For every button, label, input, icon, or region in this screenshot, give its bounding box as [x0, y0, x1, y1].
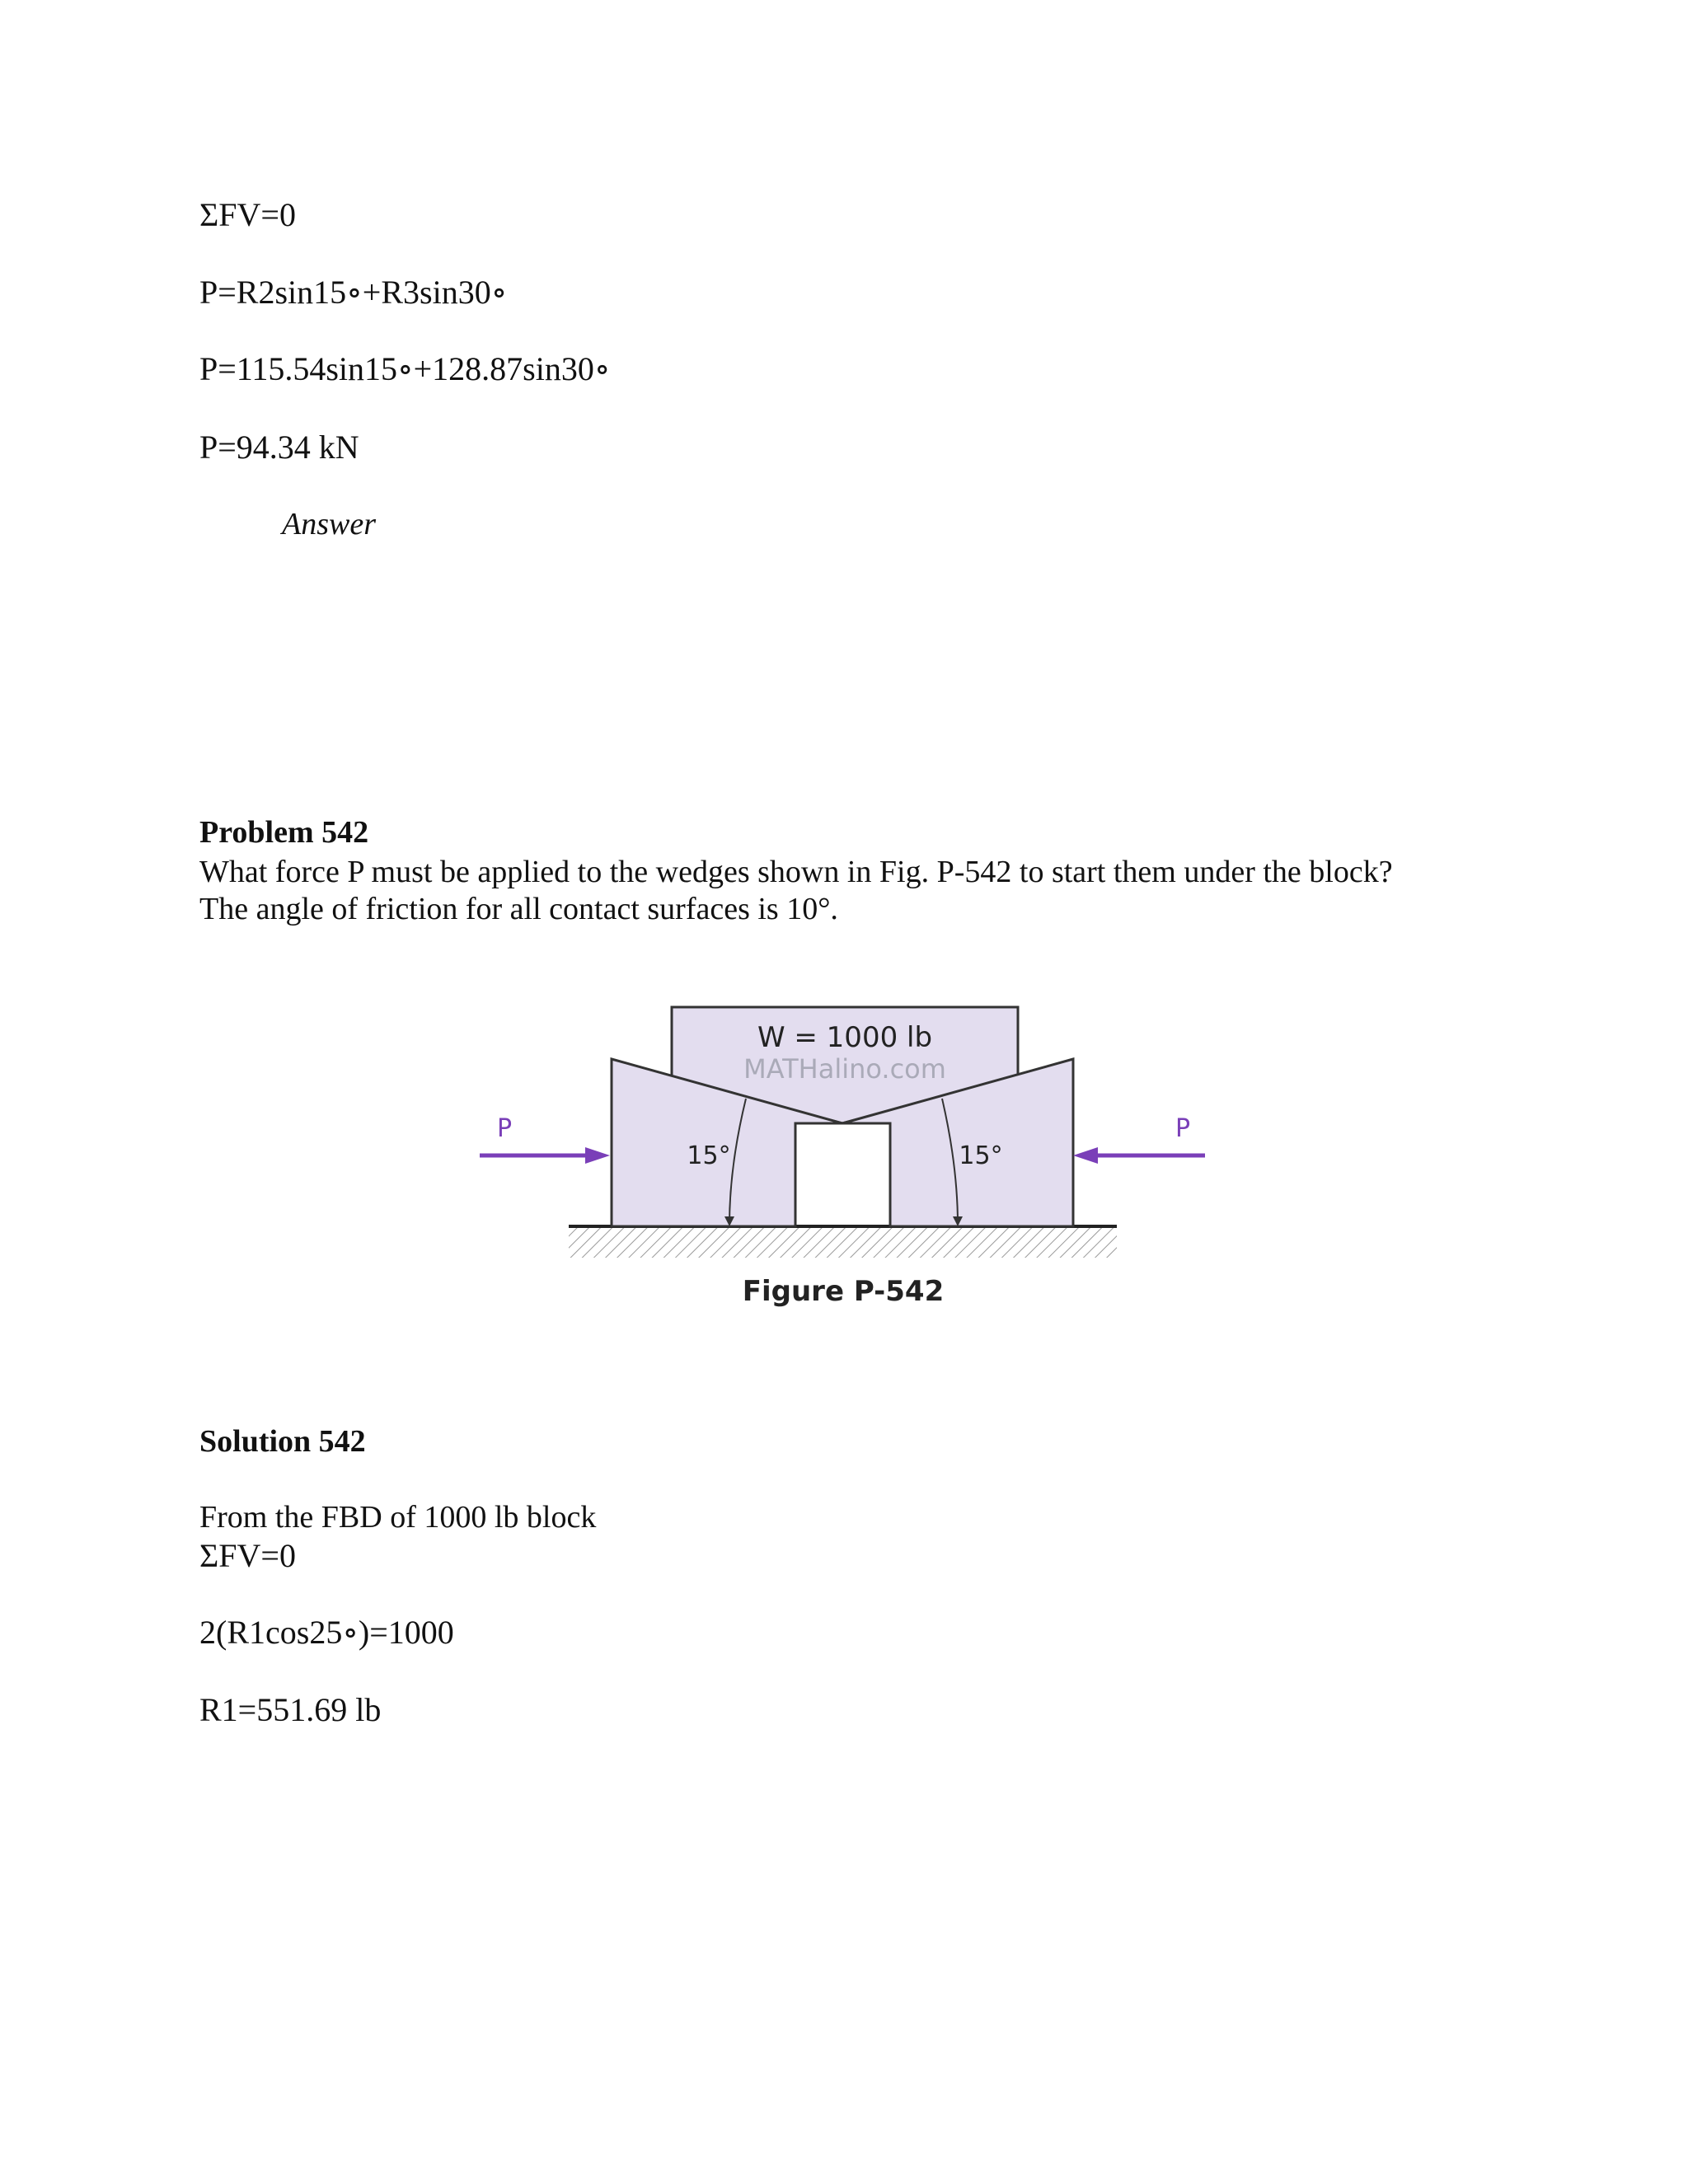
left-angle-label: 15°	[687, 1141, 731, 1170]
equation-p-substituted: P=115.54sin15∘+128.87sin30∘	[199, 350, 611, 387]
solution-equation-r1-result: R1=551.69 lb	[199, 1691, 382, 1728]
problem-title: Problem 542	[199, 815, 369, 850]
right-angle-label: 15°	[959, 1141, 1003, 1170]
solution-equation-r1-cos: 2(R1cos25∘)=1000	[199, 1614, 454, 1651]
ground-hatch	[569, 1226, 1117, 1258]
equation-sum-fv: ΣFV=0	[199, 196, 296, 233]
problem-text-line2: The angle of friction for all contact surfaces is 10°.	[199, 892, 838, 926]
answer-label: Answer	[282, 507, 376, 541]
solution-title: Solution 542	[199, 1424, 366, 1459]
figure-caption: Figure P-542	[742, 1275, 945, 1308]
right-force-arrowhead	[1073, 1147, 1098, 1164]
figure-p542	[462, 993, 1220, 1323]
watermark-text: MATHalino.com	[743, 1053, 946, 1085]
left-force-label: P	[496, 1114, 513, 1143]
solution-intro: From the FBD of 1000 lb block	[199, 1500, 597, 1535]
solution-equation-sum-fv: ΣFV=0	[199, 1537, 296, 1574]
left-force-arrowhead	[585, 1147, 610, 1164]
equation-p-result: P=94.34 kN	[199, 429, 359, 466]
right-force-label: P	[1175, 1114, 1191, 1143]
equation-p-components: P=R2sin15∘+R3sin30∘	[199, 274, 508, 311]
problem-text-line1: What force P must be applied to the wedges shown in Fig. P-542 to start them under the block?	[199, 855, 1393, 889]
block-weight-label: W = 1000 lb	[757, 1021, 933, 1054]
